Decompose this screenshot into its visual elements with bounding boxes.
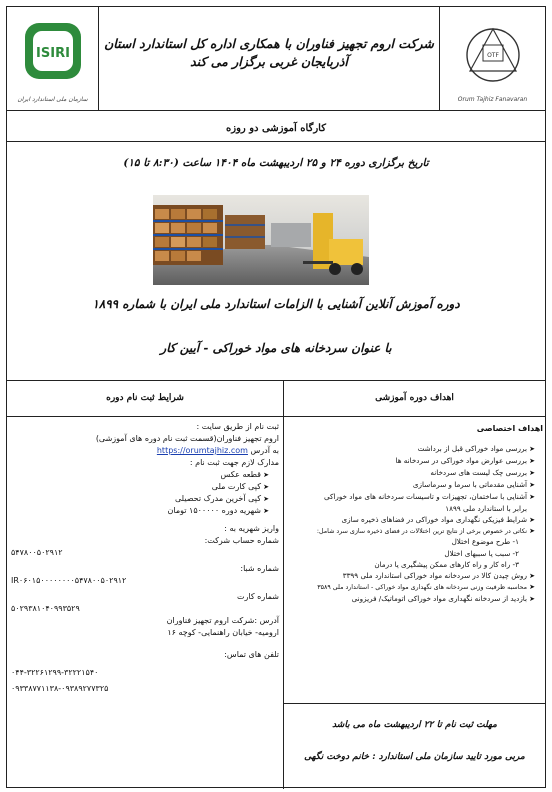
- course-info-section: [7, 111, 545, 381]
- arrow-bullet-icon: ➤: [529, 515, 535, 524]
- card-label: شماره کارت: [236, 592, 279, 601]
- deadline-notice-box: [284, 703, 545, 789]
- registration-deadline: مهلت ثبت نام تا ۲۲ اردیبهشت ماه می باشد: [332, 720, 497, 730]
- goal-item: ➤آشنایی مقدماتی با سرما و سرماسازی: [288, 479, 543, 491]
- card-number: ۵۰۲۹۳۸۱۰۴۰۹۹۳۵۲۹: [11, 604, 80, 613]
- docs-heading: مدارک لازم جهت ثبت نام :: [189, 458, 279, 467]
- account-label: شماره حساب شرکت:: [204, 536, 279, 545]
- deposit-label: واریز شهریه به :: [224, 524, 279, 533]
- flyer-page: [6, 6, 546, 788]
- phones-label: تلفن های تماس:: [224, 650, 279, 659]
- doc-item: ➤قطعه عکس: [11, 469, 279, 481]
- company-logo-caption: Orum Tajhiz Fanavaran: [457, 96, 528, 103]
- account-number: ۵۴۷۸۰۰۵۰۲۹۱۲: [11, 548, 63, 557]
- company-logo: [439, 7, 545, 111]
- arrow-bullet-icon: ➤: [529, 445, 535, 454]
- sheba-number: IR۰۶۰۱۵۰۰۰۰۰۰۰۰۵۴۷۸۰۰۵۰۲۹۱۲: [11, 576, 127, 585]
- arrow-bullet-icon: ➤: [529, 526, 535, 535]
- sheba-label: شماره شبا:: [240, 564, 279, 573]
- doc-item: ➤شهریه دوره ۱۵۰۰۰۰۰ تومان: [11, 505, 279, 517]
- svg-text:OTF: OTF: [487, 52, 499, 59]
- course-title: دوره آموزش آنلاین آشنایی با الزامات استاندارد ملی ایران با شماره ۱۸۹۹: [92, 297, 460, 311]
- check-arrow-icon: ➤: [263, 495, 269, 503]
- address-label: به آدرس: [250, 446, 279, 455]
- goal-item-continued: برابر با استاندارد ملی ۱۸۹۹: [445, 503, 527, 513]
- goal-item: ➤بررسی چک لیست های سردخانه: [288, 467, 543, 479]
- goal-subitem: ۳- راه کار و راه کارهای ممکن پیشگیری یا درمان: [374, 559, 519, 569]
- goals-subheading: اهداف اختصاصی: [476, 424, 543, 433]
- address-label-line: [11, 445, 279, 457]
- mobile-numbers: ۰۹۳۳۸۷۷۱۱۳۸-۰۹۳۸۹۲۷۷۳۲۵: [11, 684, 109, 693]
- goal-subitem: ۱- طرح موضوع اختلال: [451, 537, 519, 547]
- instructor-note: مربی مورد تایید سازمان ملی استاندارد : خانم دوخت نگهی: [304, 752, 525, 762]
- check-arrow-icon: ➤: [263, 507, 269, 515]
- phone-numbers: ۰۴۴-۳۲۲۶۱۲۹۹-۳۲۲۲۱۵۴۰: [11, 668, 99, 677]
- company-address: آدرس :شرکت اروم تجهیز فناوران: [166, 616, 279, 625]
- goal-item: ➤شرایط فیزیکی نگهداری مواد خوراکی در فضاهای ذخیره سازی: [288, 514, 543, 526]
- arrow-bullet-icon: ➤: [529, 480, 535, 489]
- arrow-bullet-icon: ➤: [529, 594, 535, 603]
- goals-column: [288, 423, 543, 604]
- standard-logo-caption: سازمان ملی استاندارد ایران: [17, 96, 88, 103]
- arrow-bullet-icon: ➤: [529, 571, 535, 580]
- website-link[interactable]: https://orumtajhiz.com: [156, 446, 248, 455]
- registration-heading: شرایط ثبت نام دوره: [106, 393, 184, 403]
- goal-item: ➤روش چیدن کالا در سردخانه مواد خوراکی استاندارد ملی ۳۳۹۹: [288, 570, 543, 582]
- goal-item: ➤محاسبه ظرفیت وزنی سردخانه های نگهداری مواد خوراکی - استاندارد ملی ۳۵۸۹: [288, 582, 543, 593]
- columns-header: [7, 381, 545, 417]
- site-intro: ثبت نام از طریق سایت :: [196, 422, 279, 431]
- section-divider: [7, 141, 545, 142]
- goal-item: ➤بررسی مواد خوراکی قبل از برداشت: [288, 443, 543, 455]
- goal-item: ➤آشنایی با ساختمان، تجهیزات و تاسیسات سردخانه های مواد خوراکی: [288, 491, 543, 503]
- header-title: شرکت اروم تجهیز فناوران با همکاری اداره کل استاندارد استان آذربایجان غربی برگزار می کند: [104, 36, 434, 70]
- goal-item: ➤بازدید از سردخانه نگهداری مواد خوراکی اتوماتیک/ فریزونی: [288, 593, 543, 605]
- goal-item: ➤نکاتی در خصوص برخی از نتایج ترین اختلالات در فضای ذخیره سازی سرد شامل:: [288, 526, 543, 537]
- doc-item: ➤کپی کارت ملی: [11, 481, 279, 493]
- check-arrow-icon: ➤: [263, 483, 269, 491]
- doc-item: ➤کپی آخرین مدرک تحصیلی: [11, 493, 279, 505]
- check-arrow-icon: ➤: [263, 471, 269, 479]
- header: [7, 7, 545, 111]
- goal-subitem: ۲- سبب یا سببهای اختلال: [444, 548, 519, 558]
- course-subtitle: با عنوان سردخانه های مواد خوراکی - آیین کار: [160, 341, 392, 355]
- standard-organization-logo: [7, 7, 99, 111]
- site-desc: اروم تجهیز فناوران(قسمت ثبت نام دوره های آموزشی): [95, 434, 279, 443]
- goals-heading: اهداف دوره آموزشی: [375, 393, 454, 403]
- arrow-bullet-icon: ➤: [529, 457, 535, 466]
- warehouse-photo: [153, 195, 369, 285]
- course-date: تاریخ برگزاری دوره ۲۴ و ۲۵ اردیبهشت ماه ۱۴۰۴ ساعت (۸:۳۰ تا ۱۵): [123, 157, 429, 169]
- registration-column: [11, 421, 279, 695]
- company-street: ارومیه- خیابان راهنمایی- کوچه ۱۶: [167, 628, 279, 637]
- workshop-label: کارگاه آموزشی دو روزه: [226, 123, 326, 134]
- arrow-bullet-icon: ➤: [529, 469, 535, 478]
- arrow-bullet-icon: ➤: [529, 582, 535, 591]
- arrow-bullet-icon: ➤: [529, 492, 535, 501]
- svg-text:ISIRI: ISIRI: [36, 46, 70, 61]
- goal-item: ➤بررسی عوارض مواد خوراکی در سردخانه ها: [288, 455, 543, 467]
